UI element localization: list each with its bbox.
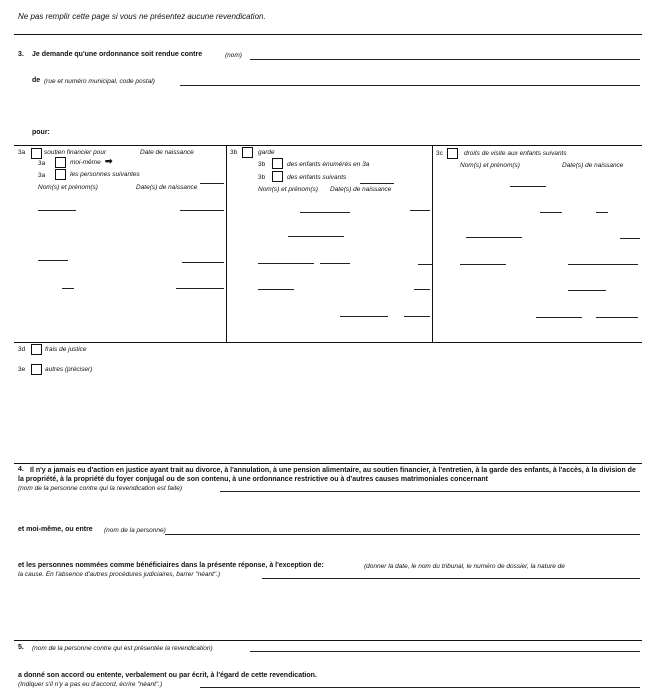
top-divider: [14, 34, 642, 35]
section3-number: 3.: [18, 51, 24, 58]
code-3a-2: 3a: [38, 172, 46, 179]
dates-header-col1: Date(s) de naissance: [136, 184, 198, 191]
checkbox-children-listed[interactable]: [272, 158, 283, 169]
code-3d: 3d: [18, 346, 26, 353]
checkbox-legal-costs[interactable]: [31, 344, 42, 355]
visitation-label: droits de visite aux enfants suivants: [464, 150, 567, 157]
col2-date-line-2[interactable]: [418, 264, 432, 265]
col2-date-line-3[interactable]: [320, 263, 350, 264]
col2-date-line-4[interactable]: [340, 316, 388, 317]
section5-divider: [14, 640, 642, 641]
col3-name-line-2[interactable]: [540, 212, 562, 213]
col3-name-line-3[interactable]: [466, 237, 522, 238]
code-3c: 3c: [436, 150, 443, 157]
col2-name-line-2[interactable]: [288, 236, 344, 237]
col3-date-line-1[interactable]: [596, 212, 608, 213]
address-hint: (rue et numéro municipal, code postal): [44, 78, 155, 85]
checkbox-other[interactable]: [31, 364, 42, 375]
financial-support-label: soutien financier pour: [44, 149, 107, 156]
section4-line3-text: et les personnes nommées comme bénéficiaires dans la présente réponse, à l'exception de:: [18, 562, 324, 569]
col3-date-line-5[interactable]: [596, 317, 638, 318]
myself-dob-line[interactable]: [200, 183, 224, 184]
section5-number: 5.: [18, 644, 24, 651]
checkbox-following-persons[interactable]: [55, 169, 66, 180]
claims-table-col-divider-2: [432, 145, 433, 342]
section4-text: Il n'y a jamais eu d'action en justice ayant trait au divorce, à l'annulation, à une pension alimentaire, au soutien financier, à l'entretien, à la garde des enfants, à l'accès, à la division de la propriété, à la propriété du foyer conjugal ou de son contenu, à une ordonnance restrictive ou à d'autres causes matrimoniales concernant: [18, 467, 636, 483]
col3-name-line-4[interactable]: [460, 264, 506, 265]
checkbox-financial-support[interactable]: [31, 148, 42, 159]
col3-name-line-5[interactable]: [536, 317, 582, 318]
col2-date-line-5[interactable]: [414, 289, 430, 290]
code-3b-2: 3b: [258, 174, 266, 181]
defendant-name-line[interactable]: [250, 59, 640, 60]
myself-label: moi-même: [70, 159, 101, 166]
checkbox-custody[interactable]: [242, 147, 253, 158]
col1-name-line-1[interactable]: [38, 210, 76, 211]
names-header-col3: Nom(s) et prénom(s): [460, 162, 520, 169]
following-persons-label: les personnes suivantes: [70, 171, 140, 178]
section4-line-3[interactable]: [262, 578, 640, 579]
checkbox-myself[interactable]: [55, 157, 66, 168]
checkbox-following-children[interactable]: [272, 171, 283, 182]
col1-date-line-2[interactable]: [182, 262, 224, 263]
col2-name-line-4[interactable]: [258, 289, 294, 290]
address-label: de: [32, 77, 41, 84]
code-3a-1: 3a: [38, 160, 46, 167]
col3-date-line-4[interactable]: [568, 290, 606, 291]
section4-line2-text: et moi-même, ou entre: [18, 526, 93, 533]
top-notice: Ne pas remplir cette page si vous ne présentez aucune revendication.: [18, 12, 266, 21]
dob-header-col1: Date de naissance: [140, 149, 194, 156]
section4-hint-1: (nom de la personne contre qui la revendication est faite): [18, 485, 183, 492]
col3-name-line-1[interactable]: [510, 186, 546, 187]
claims-table-col-divider-1: [226, 145, 227, 342]
pour-label: pour:: [32, 129, 50, 136]
section5-hint-1: (nom de la personne contre qui est présentée la revendication): [32, 645, 213, 652]
section5-line-1[interactable]: [250, 651, 640, 652]
section5-line2-text: a donné son accord ou entente, verbalement ou par écrit, à l'égard de cette revendication.: [18, 672, 317, 679]
section4-line3-hint: (donner la date, le nom du tribunal, le numéro de dossier, la nature de: [364, 563, 565, 570]
code-3b-1: 3b: [258, 161, 266, 168]
col1-date-line-1[interactable]: [180, 210, 224, 211]
col2-date-line-6[interactable]: [404, 316, 430, 317]
address-line[interactable]: [180, 85, 640, 86]
col2-date-line-1[interactable]: [410, 210, 430, 211]
section3-title-hint: (nom): [225, 52, 242, 59]
dates-header-col3: Date(s) de naissance: [562, 162, 624, 169]
other-label: autres (préciser): [45, 366, 93, 373]
children-listed-label: des enfants énumérés en 3a: [287, 161, 370, 168]
code-3a: 3a: [18, 149, 26, 156]
names-header-col2: Nom(s) et prénom(s): [258, 186, 318, 193]
col2-name-line-3[interactable]: [258, 263, 314, 264]
col1-name-line-3[interactable]: [62, 288, 74, 289]
names-header-col1: Nom(s) et prénom(s): [38, 184, 98, 191]
section5-line3-hint: (Indiquer s'il n'y a pas eu d'accord, écrire "néant".): [18, 681, 163, 688]
arrow-right-icon: ➡: [105, 156, 113, 166]
section5-line-2[interactable]: [200, 687, 640, 688]
checkbox-visitation[interactable]: [447, 148, 458, 159]
col2-name-line-1[interactable]: [300, 212, 350, 213]
section4-line4-hint: la cause. En l'absence d'autres procédures judiciaires, barrer "néant".): [18, 571, 221, 578]
code-3e: 3e: [18, 366, 26, 373]
section4-line-1[interactable]: [220, 491, 640, 492]
code-3b: 3b: [230, 149, 238, 156]
custody-label: garde: [258, 149, 275, 156]
section4-number: 4.: [18, 466, 24, 473]
following-children-label: des enfants suivants: [287, 174, 347, 181]
claims-table-top-border: [14, 145, 642, 146]
col1-name-line-2[interactable]: [38, 260, 68, 261]
section3-title: Je demande qu'une ordonnance soit rendue contre: [32, 51, 203, 58]
section4-line-2[interactable]: [165, 534, 640, 535]
col1-date-line-3[interactable]: [176, 288, 224, 289]
col3-date-line-3[interactable]: [568, 264, 638, 265]
section4-divider: [14, 463, 642, 464]
dates-header-col2: Date(s) de naissance: [330, 186, 392, 193]
col3-date-line-2[interactable]: [620, 238, 640, 239]
claims-table-bottom-border: [14, 342, 642, 343]
section4-line2-hint: (nom de la personne): [104, 527, 166, 534]
custody-top-line[interactable]: [360, 183, 394, 184]
legal-costs-label: frais de justice: [45, 346, 87, 353]
